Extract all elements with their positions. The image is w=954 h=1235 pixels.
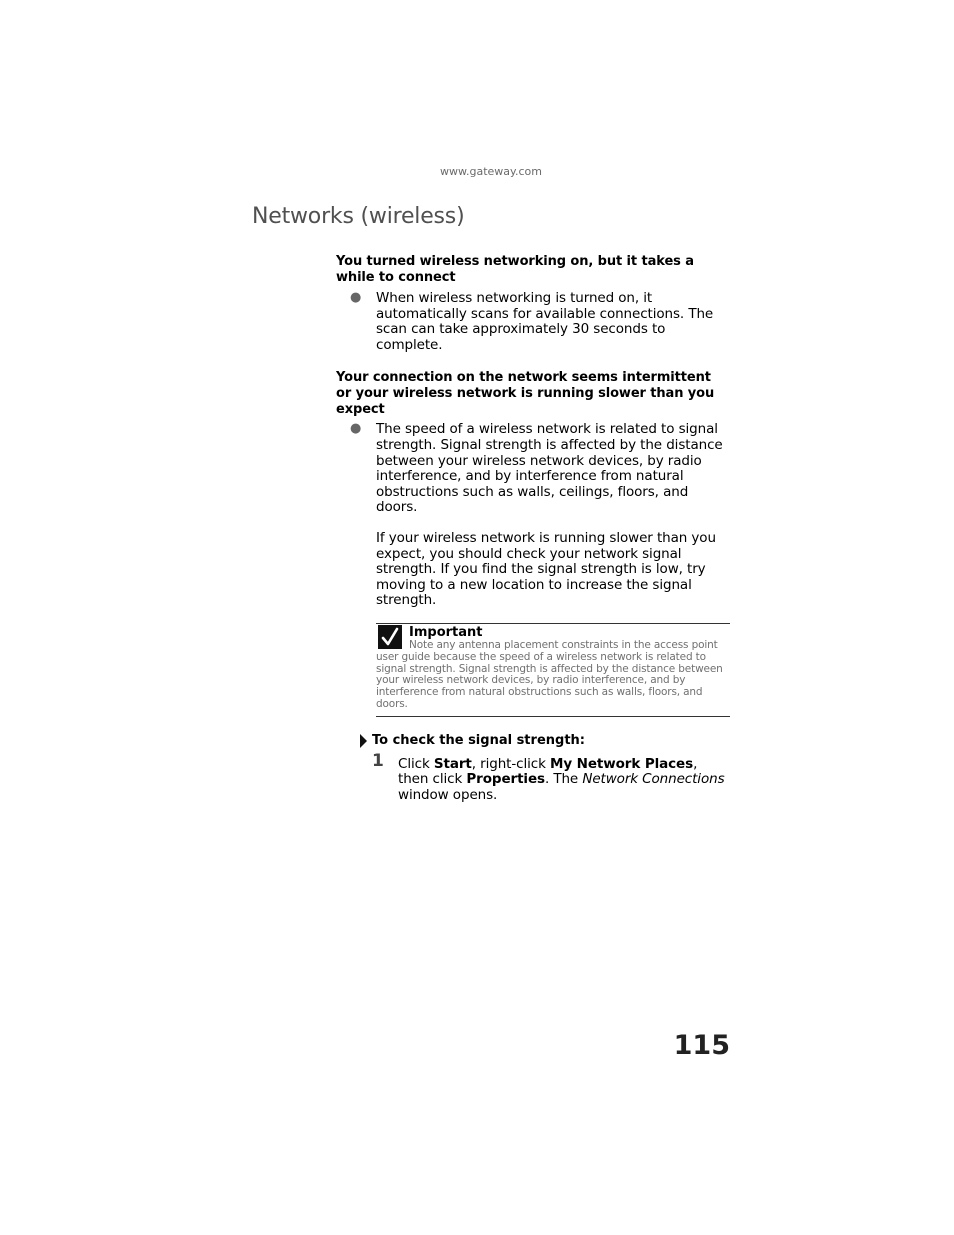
my-network-places-term: My Network Places <box>550 755 694 772</box>
bullet-item <box>350 421 730 609</box>
bullet-text: The speed of a wireless network is related to signal strength. Signal strength is affected by the distance between your wireless network devices, by radio interference, and by interference from natural obstructions such as walls, ceilings, floors, and doors. <box>376 421 723 516</box>
step-text: window opens. <box>398 786 498 803</box>
step-item <box>372 750 730 804</box>
procedure-heading-text: To check the signal strength: <box>372 732 585 748</box>
important-title: Important <box>409 624 483 640</box>
problem-heading: You turned wireless networking on, but it takes a while to connect <box>336 254 694 285</box>
page-number: 115 <box>673 1030 730 1061</box>
bullet-text: When wireless networking is turned on, it automatically scans for available connections. The scan can take approximately 30 seconds to complete. <box>376 290 714 353</box>
properties-term: Properties <box>466 771 545 788</box>
problem-1 <box>336 254 730 353</box>
arrow-right-icon <box>360 734 367 748</box>
problem-heading: Your connection on the network seems intermittent or your wireless network is running slower than you expect <box>336 370 715 418</box>
step-text: . The <box>544 771 583 788</box>
step-text: , then click <box>398 755 698 788</box>
important-text: Note any antenna placement constraints in the access point user guide because the speed of a wireless network is related to signal strength. Signal strength is affected by the distance between your wireless network devices, by radio interference, and by interference from natural obstructions such as walls, floors, and doors. <box>376 638 723 710</box>
step-text: Click <box>398 755 434 772</box>
bullet-text: If your wireless network is running slower than you expect, you should check your network signal strength. If you find the signal strength is low, try moving to a new location to increase the signal strength. <box>376 529 716 609</box>
start-term: Start <box>433 755 472 772</box>
step-number: 1 <box>372 750 384 771</box>
bullet-item <box>350 290 730 353</box>
network-connections-term: Network Connections <box>582 771 725 788</box>
step-text: , right-click <box>471 755 550 772</box>
main-content <box>336 254 730 803</box>
problem-2 <box>336 370 730 609</box>
website-url: www.gateway.com <box>440 165 542 178</box>
important-note <box>376 623 730 717</box>
checkmark-icon <box>378 625 402 649</box>
bullet-icon: ● <box>350 290 362 305</box>
bullet-icon: ● <box>350 421 362 437</box>
section-title: Networks (wireless) <box>252 204 465 229</box>
procedure-heading <box>372 733 730 748</box>
